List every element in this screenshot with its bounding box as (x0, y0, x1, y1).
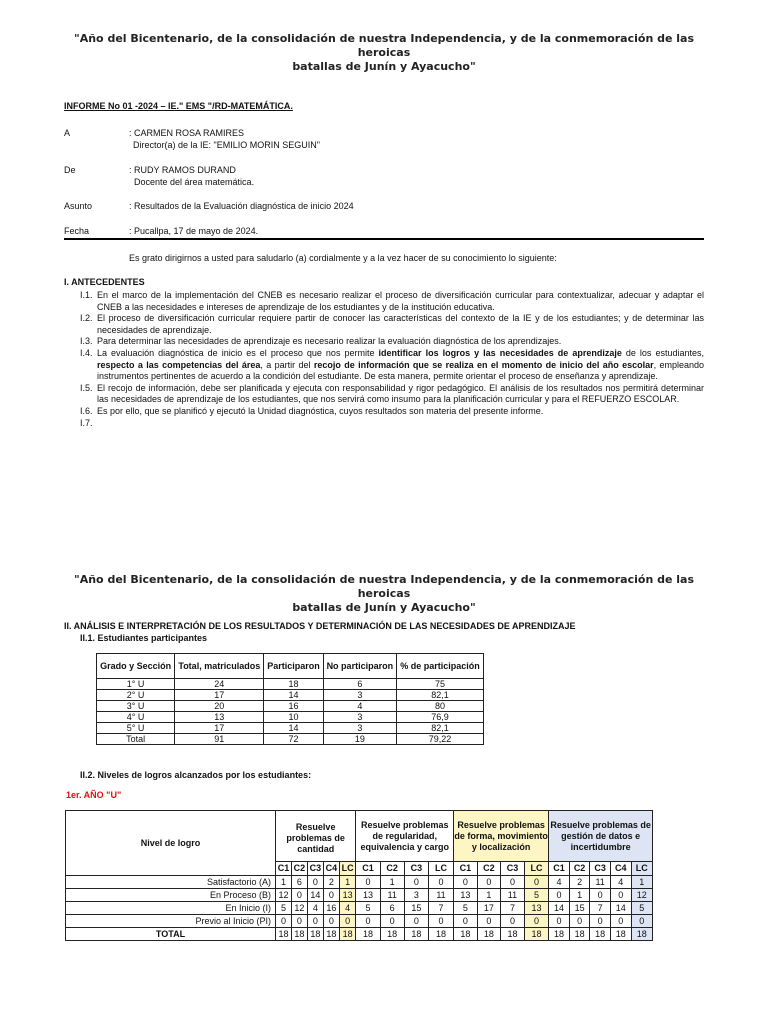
table-cell: 13 (524, 902, 548, 915)
item-number: I.7. (80, 417, 93, 428)
table-cell: 0 (549, 889, 570, 902)
table-cell: 15 (404, 902, 428, 915)
table-header-row (66, 811, 653, 862)
column-subheader: C2 (380, 862, 404, 876)
page2-header (60, 573, 708, 615)
table-cell: 0 (610, 915, 631, 928)
table-cell: 0 (339, 915, 356, 928)
table-cell: 15 (569, 902, 590, 915)
table-cell: 18 (524, 928, 548, 941)
item-number: I.6. (80, 405, 93, 416)
header-line-1: "Año del Bicentenario, de la consolidación de nuestra Independencia, y de la conmemoración de las heroicas (73, 32, 695, 59)
list-item (80, 290, 704, 313)
table-cell: 5 (356, 902, 380, 915)
table-row (97, 712, 484, 723)
table-cell: 17 (175, 690, 264, 701)
table-cell: 0 (501, 876, 525, 889)
column-subheader: C4 (323, 862, 339, 876)
row-label: Satisfactorio (A) (66, 876, 276, 889)
asunto-value: : Resultados de la Evaluación diagnóstica de inicio 2024 (129, 201, 354, 211)
table-header-row (97, 654, 484, 679)
table-cell: 0 (356, 915, 380, 928)
item-text: , a partir del (260, 359, 314, 370)
section-analisis: II. ANÁLISIS E INTERPRETACIÓN DE LOS RESULTADOS Y DETERMINACIÓN DE LAS NECESIDADES DE APRENDIZAJE (64, 621, 576, 631)
table-row (66, 915, 653, 928)
table-cell: 14 (307, 889, 323, 902)
table-cell: 14 (610, 902, 631, 915)
a-value (129, 127, 320, 151)
de-value (129, 164, 254, 188)
list-item (80, 313, 704, 336)
table-cell: 11 (428, 889, 453, 902)
group-regularidad: Resuelve problemas de regularidad, equivalencia y cargo (356, 811, 454, 862)
table-cell: 3 (323, 723, 397, 734)
fecha-label: Fecha (64, 226, 90, 236)
column-subheader: LC (339, 862, 356, 876)
item-number: I.4. (80, 347, 93, 358)
table-cell: 4 (549, 876, 570, 889)
table-cell: 18 (590, 928, 611, 941)
item-text-bold: respecto a las competencias del área (97, 359, 261, 370)
table-cell: 2 (569, 876, 590, 889)
column-header: Total, matriculados (175, 654, 264, 679)
table-cell: 0 (380, 915, 404, 928)
column-subheader: C2 (291, 862, 307, 876)
column-subheader: C3 (590, 862, 611, 876)
table-cell: 13 (175, 712, 264, 723)
table-row (66, 876, 653, 889)
table-cell: 3° U (97, 701, 175, 712)
levels-table (65, 810, 653, 941)
table-cell: 1 (477, 889, 501, 902)
item-text: El recojo de información, debe ser planificada y ejecuta con responsabilidad y rigor pedagógico. El análisis de los resultados nos permitirá determinar las necesidades de aprendizaje de los estudiantes, que nos servirá como insumo para la planificación curricular y para el REFUERZO ESCOLAR. (97, 382, 704, 405)
table-cell: 7 (590, 902, 611, 915)
table-body (66, 876, 653, 941)
row-label: TOTAL (66, 928, 276, 941)
column-subheader: C3 (404, 862, 428, 876)
table-cell: 3 (404, 889, 428, 902)
table-row (66, 928, 653, 941)
table-cell: 18 (307, 928, 323, 941)
item-number: I.3. (80, 336, 93, 347)
table-cell: 1 (276, 876, 292, 889)
column-header: Participaron (264, 654, 323, 679)
item-text: de los estudiantes, (621, 347, 704, 358)
item-text: Es por ello, que se planificó y ejecutó la Unidad diagnóstica, cuyos resultados son materia del presente informe. (97, 405, 544, 416)
row-label: Previo al Inicio (PI) (66, 915, 276, 928)
informe-title: INFORME No 01 -2024 – IE." EMS "/RD-MATEMÁTICA. (64, 101, 293, 111)
table-cell: 6 (380, 902, 404, 915)
table-cell: 18 (428, 928, 453, 941)
asunto-label: Asunto (64, 201, 93, 211)
table-cell: 7 (428, 902, 453, 915)
table-cell: 18 (291, 928, 307, 941)
de-label: De (64, 165, 76, 175)
table-cell: 5° U (97, 723, 175, 734)
table-cell: 14 (264, 690, 323, 701)
grade-label: 1er. AÑO "U" (66, 790, 122, 800)
table-cell: 91 (175, 734, 264, 745)
nivel-header: Nivel de logro (66, 811, 276, 876)
table-cell: 14 (264, 723, 323, 734)
divider (64, 238, 704, 240)
item-text-bold: recojo de información que se realiza en el momento de inicio del año escolar (313, 359, 654, 370)
column-header: % de participación (397, 654, 484, 679)
table-cell: 0 (610, 889, 631, 902)
table-row (97, 701, 484, 712)
table-cell: 6 (291, 876, 307, 889)
row-label: En Proceso (B) (66, 889, 276, 902)
table-cell: 7 (501, 902, 525, 915)
column-subheader: C1 (276, 862, 292, 876)
table-cell: 18 (264, 679, 323, 690)
table-cell: 12 (291, 902, 307, 915)
table-cell: 1 (631, 876, 652, 889)
table-cell: 75 (397, 679, 484, 690)
table-cell: 0 (276, 915, 292, 928)
table-cell: 0 (404, 876, 428, 889)
page1-header (60, 32, 708, 74)
table-cell: 0 (291, 915, 307, 928)
row-label: En Inicio (I) (66, 902, 276, 915)
table-cell: 17 (477, 902, 501, 915)
column-subheader: C3 (307, 862, 323, 876)
table-cell: 3 (323, 690, 397, 701)
table-cell: 79,22 (397, 734, 484, 745)
table-row (97, 690, 484, 701)
table-cell: 18 (610, 928, 631, 941)
table-cell: 10 (264, 712, 323, 723)
list-item (80, 406, 704, 418)
item-text: Para determinar las necesidades de aprendizaje es necesario realizar la evaluación diagnóstica de los aprendizajes. (97, 336, 562, 347)
table-cell: 5 (276, 902, 292, 915)
table-row (66, 889, 653, 902)
table-cell: 6 (323, 679, 397, 690)
table-cell: 18 (356, 928, 380, 941)
table-cell: 82,1 (397, 690, 484, 701)
column-subheader: C3 (501, 862, 525, 876)
table-cell: 0 (428, 915, 453, 928)
column-subheader: LC (631, 862, 652, 876)
table-cell: 20 (175, 701, 264, 712)
list-item (80, 383, 704, 406)
table-cell: 0 (454, 915, 478, 928)
table-cell: 0 (501, 915, 525, 928)
group-gestion: Resuelve problemas de gestión de datos e incertidumbre (549, 811, 653, 862)
table-cell: 17 (175, 723, 264, 734)
table-cell: 16 (264, 701, 323, 712)
de-value-name: : RUDY RAMOS DURAND (129, 165, 236, 175)
table-cell: 4 (339, 902, 356, 915)
table-cell: 5 (454, 902, 478, 915)
table-cell: 18 (477, 928, 501, 941)
list-item (80, 418, 704, 430)
item-number: I.5. (80, 382, 93, 393)
table-cell: 12 (631, 889, 652, 902)
table-cell: 13 (454, 889, 478, 902)
table-cell: 0 (307, 915, 323, 928)
table-cell: 16 (323, 902, 339, 915)
table-row (97, 734, 484, 745)
table-cell: 2° U (97, 690, 175, 701)
table-cell: 0 (428, 876, 453, 889)
table-cell: 1° U (97, 679, 175, 690)
table-cell: 11 (590, 876, 611, 889)
column-subheader: C2 (569, 862, 590, 876)
table-cell: 0 (356, 876, 380, 889)
table-cell: 18 (549, 928, 570, 941)
table-cell: 18 (404, 928, 428, 941)
table-cell: 12 (276, 889, 292, 902)
table-cell: 80 (397, 701, 484, 712)
table-cell: 82,1 (397, 723, 484, 734)
a-value-name: : CARMEN ROSA RAMIRES (129, 128, 245, 138)
list-item (80, 336, 704, 348)
header-line-1: "Año del Bicentenario, de la consolidación de nuestra Independencia, y de la conmemoración de las heroicas (73, 573, 695, 600)
item-text: En el marco de la implementación del CNEB es necesario realizar el proceso de diversificación curricular para contextualizar, adecuar y adaptar el CNEB a las necesidades e intereses de aprendizaje de los estudiantes y de la institución educativa. (97, 290, 704, 312)
table-cell: 0 (323, 889, 339, 902)
column-subheader: C1 (356, 862, 380, 876)
table-cell: 0 (569, 915, 590, 928)
item-text: La evaluación diagnóstica de inicio es el proceso que nos permite (97, 347, 379, 358)
item-text: , empleando instrumentos pertinentes de acuerdo a la condición del estudiante. De esta manera, permite orientar el proceso de enseñanza y aprendizaje. (97, 359, 704, 382)
table-cell: Total (97, 734, 175, 745)
table-cell: 0 (590, 889, 611, 902)
table-cell: 19 (323, 734, 397, 745)
column-subheader: C1 (549, 862, 570, 876)
table-cell: 5 (631, 902, 652, 915)
table-cell: 18 (454, 928, 478, 941)
column-subheader: LC (524, 862, 548, 876)
table-cell: 4 (610, 876, 631, 889)
table-cell: 0 (524, 876, 548, 889)
item-text: El proceso de diversificación curricular requiere partir de conocer las características del contexto de la IE y de los estudiantes; y de determinar las necesidades de aprendizaje. (97, 313, 704, 335)
table-cell: 76,9 (397, 712, 484, 723)
table-cell: 0 (291, 889, 307, 902)
column-subheader: C4 (610, 862, 631, 876)
table-cell: 0 (590, 915, 611, 928)
column-header: No participaron (323, 654, 397, 679)
greeting: Es grato dirigirnos a usted para saludarlo (a) cordialmente y a la vez hacer de su conocimiento lo siguiente: (129, 253, 557, 263)
table-cell: 18 (569, 928, 590, 941)
table-cell: 13 (339, 889, 356, 902)
table-cell: 0 (323, 915, 339, 928)
column-subheader: C1 (454, 862, 478, 876)
table-row (97, 723, 484, 734)
table-cell: 18 (380, 928, 404, 941)
table-cell: 3 (323, 712, 397, 723)
column-subheader: LC (428, 862, 453, 876)
section-antecedentes: I. ANTECEDENTES (64, 277, 145, 287)
column-subheader: C2 (477, 862, 501, 876)
table-cell: 0 (307, 876, 323, 889)
group-forma: Resuelve problemas de forma, movimiento y localización (454, 811, 549, 862)
table-cell: 1 (380, 876, 404, 889)
table-body (97, 679, 484, 745)
table-cell: 14 (549, 902, 570, 915)
antecedentes-list (80, 290, 704, 429)
table-cell: 13 (356, 889, 380, 902)
table-cell: 18 (323, 928, 339, 941)
table-row (66, 902, 653, 915)
a-value-role: Director(a) de la IE: "EMILIO MORIN SEGUIN" (133, 140, 320, 150)
table-cell: 11 (501, 889, 525, 902)
table-cell: 1 (339, 876, 356, 889)
subsection-participantes: II.1. Estudiantes participantes (80, 633, 208, 643)
a-label: A (64, 128, 71, 138)
table-cell: 18 (339, 928, 356, 941)
header-line-2: batallas de Junín y Ayacucho" (292, 601, 476, 614)
table-cell: 0 (404, 915, 428, 928)
column-header: Grado y Sección (97, 654, 175, 679)
table-cell: 0 (477, 915, 501, 928)
table-cell: 18 (501, 928, 525, 941)
table-cell: 0 (477, 876, 501, 889)
table-cell: 4 (323, 701, 397, 712)
table-cell: 72 (264, 734, 323, 745)
table-cell: 11 (380, 889, 404, 902)
table-cell: 1 (569, 889, 590, 902)
table-cell: 2 (323, 876, 339, 889)
fecha-value: : Pucallpa, 17 de mayo de 2024. (129, 226, 259, 236)
table-cell: 18 (276, 928, 292, 941)
table-cell: 0 (549, 915, 570, 928)
list-item (80, 348, 704, 383)
table-cell: 0 (631, 915, 652, 928)
table-cell: 0 (454, 876, 478, 889)
table-cell: 5 (524, 889, 548, 902)
table-cell: 4° U (97, 712, 175, 723)
table-row (97, 679, 484, 690)
table-cell: 4 (307, 902, 323, 915)
participants-table (96, 653, 484, 745)
subsection-niveles: II.2. Niveles de logros alcanzados por los estudiantes: (80, 770, 312, 780)
item-number: I.1. (80, 290, 93, 300)
header-line-2: batallas de Junín y Ayacucho" (292, 60, 476, 73)
table-cell: 0 (524, 915, 548, 928)
group-cantidad: Resuelve problemas de cantidad (276, 811, 356, 862)
table-cell: 24 (175, 679, 264, 690)
de-value-role: Docente del área matemática. (134, 177, 255, 187)
table-cell: 18 (631, 928, 652, 941)
item-number: I.2. (80, 313, 93, 324)
item-text-bold: identificar los logros y las necesidades de aprendizaje (378, 347, 622, 358)
